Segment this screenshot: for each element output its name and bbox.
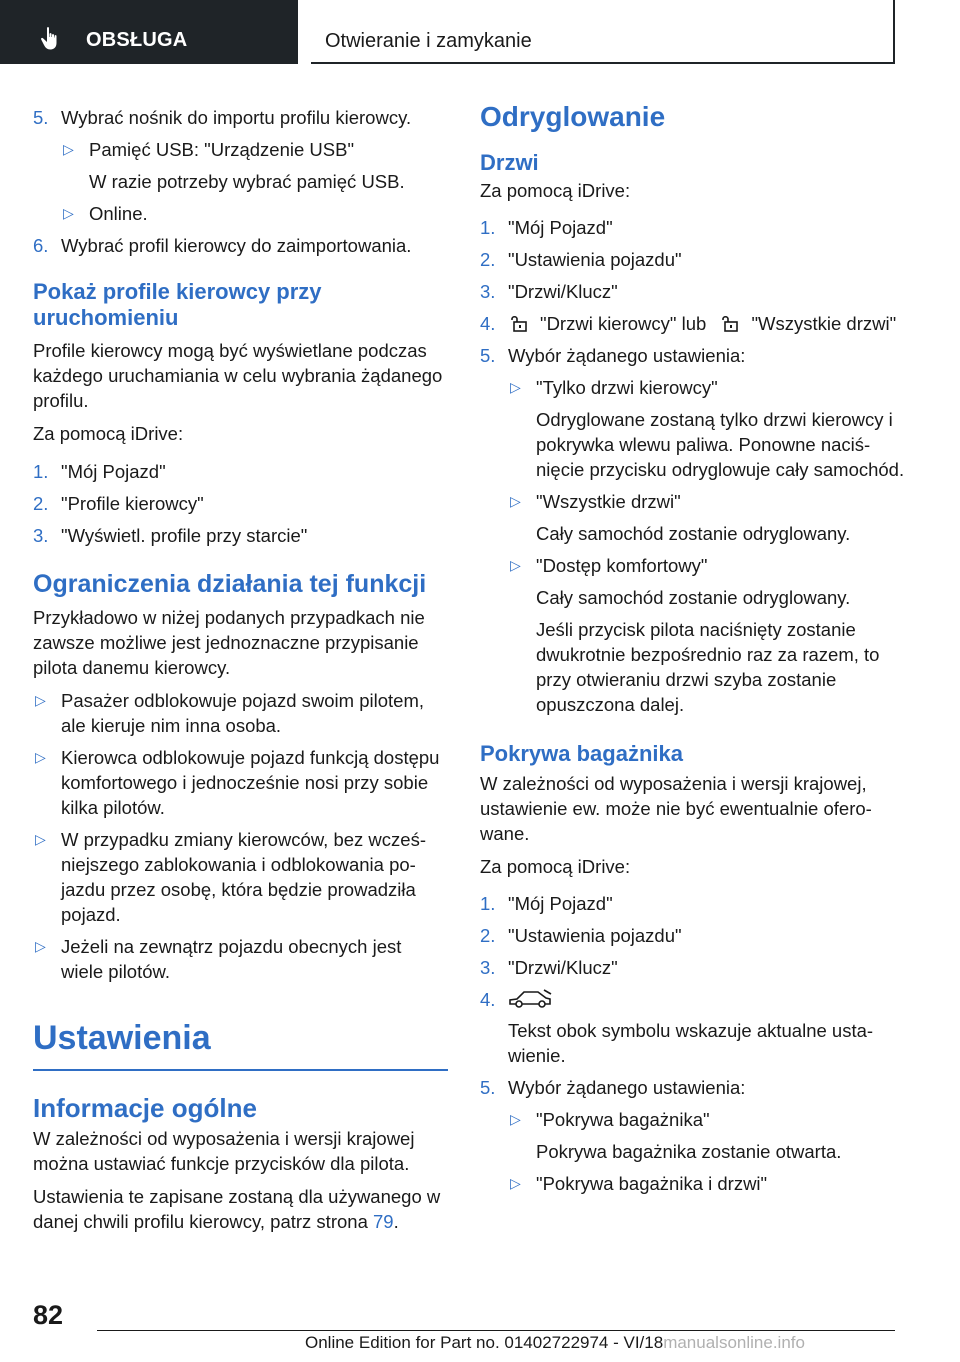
triangle-bullet-icon: ▷ [63, 205, 74, 221]
option-label: "Pokrywa bagażnika" [536, 1109, 710, 1131]
chapter-heading: Ustawienia [33, 1018, 211, 1057]
bullet-text: W przypadku zmiany kierowców, bez wcześniejszego zablokowania i odblokowania pojazdu przez osobę, która będzie prowadziła pojazd. [61, 828, 426, 925]
step-text: "Drzwi kierowcy" lub [540, 312, 707, 334]
paragraph-text: . [393, 1210, 399, 1232]
step-text: "Wszystkie drzwi" [751, 312, 897, 334]
list-item [480, 923, 910, 948]
unlock-icon [719, 314, 741, 332]
option-description: Cały samochód zostanie odryglowany. [536, 522, 851, 544]
bullet-text: Kierowca odblokowuje pojazd funkcją dostępu komfortowego i jednocześnie nosi przy sobie kilka pilotów. [61, 746, 440, 818]
step-number: 6. [33, 235, 49, 256]
bullet-text: Pasażer odblokowuje pojazd swoim pilotem, ale kieruje nim inna osoba. [61, 689, 424, 736]
list-item [33, 233, 448, 258]
triangle-bullet-icon: ▷ [35, 830, 46, 847]
pointing-hand-icon [40, 26, 62, 50]
triangle-bullet-icon: ▷ [510, 1111, 521, 1128]
triangle-bullet-icon: ▷ [35, 748, 46, 765]
bullet-text: Pamięć USB: "Urządzenie USB" [89, 139, 355, 160]
option-label: "Wszystkie drzwi" [536, 490, 681, 512]
list-item [508, 1107, 910, 1132]
unlock-icon [508, 314, 530, 332]
list-item [61, 137, 448, 162]
step-number: 3. [480, 957, 496, 979]
section-tab [0, 0, 298, 64]
list-item [33, 934, 448, 984]
bullet-note: W razie potrzeby wybrać pamięć USB. [89, 171, 405, 192]
paragraph [33, 1184, 448, 1234]
list-item [61, 201, 448, 226]
step-text: "Wyświetl. profile przy starcie" [61, 524, 308, 546]
list-item [480, 891, 910, 916]
paragraph: W zależności od wyposażenia i wersji krajowej, ustawienie ew. może nie być ewentualnie oferowane. [480, 773, 872, 845]
step-text: "Mój Pojazd" [508, 893, 613, 915]
step-text: "Profile kierowcy" [61, 492, 204, 514]
bullet-text: Online. [89, 203, 148, 224]
options-list [480, 375, 910, 717]
list-item [33, 688, 448, 738]
right-column [480, 100, 910, 1196]
bullet-text: Jeżeli na zewnątrz pojazdu obecnych jest wiele pilotów. [61, 935, 402, 982]
sublist [33, 137, 448, 226]
step-number: 4. [480, 312, 496, 334]
step-note: Tekst obok symbolu wskazuje aktualne ustawienie. [508, 1020, 874, 1067]
step-number: 3. [33, 524, 49, 546]
options-list [480, 1107, 910, 1196]
section-heading: Ograniczenia działania tej funkcji [33, 569, 427, 598]
list-item [480, 279, 910, 304]
paragraph: W zależności od wyposażenia i wersji krajowej można ustawiać funkcje przycisków dla pilota. [33, 1127, 415, 1174]
triangle-bullet-icon: ▷ [63, 141, 74, 157]
triangle-bullet-icon: ▷ [35, 937, 46, 954]
edition-text: Online Edition for Part no. 01402722974 - VI/18 [305, 1333, 664, 1352]
list-item [480, 215, 910, 240]
paragraph: Profile kierowcy mogą być wyświetlane podczas każdego uruchamiania w celu wybrania żądanego profilu. [33, 339, 443, 411]
step-text: Wybór żądanego ustawienia: [508, 344, 746, 366]
step-text: "Drzwi/Klucz" [508, 957, 618, 979]
step-number: 2. [480, 248, 496, 270]
step-text: Wybrać profil kierowcy do zaimportowania. [61, 235, 412, 256]
paragraph-text: Ustawienia te zapisane zostaną dla używanego w danej chwili profilu kierowcy, patrz strona [33, 1185, 441, 1232]
triangle-bullet-icon: ▷ [510, 378, 521, 395]
paragraph: Za pomocą iDrive: [33, 422, 184, 444]
step-text: Wybrać nośnik do importu profilu kierowcy. [61, 107, 412, 128]
step-text: "Mój Pojazd" [508, 216, 613, 238]
section-heading: Informacje ogólne [33, 1092, 257, 1123]
list-item [33, 459, 448, 484]
page-link[interactable]: 79 [373, 1210, 394, 1232]
list-item [508, 375, 910, 400]
list-item [480, 987, 910, 1068]
list-item [33, 827, 448, 927]
section-heading: Odryglowanie [480, 101, 666, 132]
chapter-title: Otwieranie i zamykanie [325, 30, 532, 52]
footer-edition [305, 1333, 805, 1353]
section-heading: Pokaż profile kierowcy przy uruchomieniu [33, 279, 322, 331]
chapter-tab [311, 0, 895, 64]
step-number: 1. [480, 216, 496, 238]
steps-list [480, 891, 910, 1100]
list-item [33, 523, 448, 548]
section-label: OBSŁUGA [86, 29, 188, 51]
option-description: Pokrywa bagażnika zostanie otwarta. [536, 1141, 842, 1163]
list-item [33, 745, 448, 820]
subsection-heading: Drzwi [480, 149, 539, 175]
step-number: 3. [480, 280, 496, 302]
step-text: "Drzwi/Klucz" [508, 280, 618, 302]
option-label: "Dostęp komfortowy" [536, 554, 708, 576]
step-number: 4. [480, 989, 496, 1011]
list-item [508, 489, 910, 514]
list-item [480, 311, 910, 336]
page-header [0, 0, 960, 66]
step-number: 2. [480, 925, 496, 947]
step-number: 1. [33, 460, 49, 482]
triangle-bullet-icon: ▷ [510, 1175, 521, 1192]
list-item [480, 955, 910, 980]
option-description: Odryglowane zostaną tylko drzwi kierowcy i pokrywka wlewu paliwa. Ponowne naciśnięcie przycisku odryglowuje cały samochód. [536, 408, 905, 480]
step-text: "Mój Pojazd" [61, 460, 166, 482]
step-number: 5. [480, 1077, 496, 1099]
heading-divider [33, 1069, 448, 1071]
paragraph: Przykładowo w niżej podanych przypadkach nie zawsze możliwe jest jednoznaczne przypisanie pilota danemu kierowcy. [33, 606, 425, 678]
step-text: "Ustawienia pojazdu" [508, 248, 682, 270]
page-number: 82 [33, 1300, 64, 1330]
triangle-bullet-icon: ▷ [510, 492, 521, 509]
option-label: "Pokrywa bagażnika i drzwi" [536, 1173, 768, 1195]
option-description: Jeśli przycisk pilota naciśnięty zostanie dwukrotnie bezpośrednio raz za razem, to przy otwieraniu drzwi szyba zostanie opuszczona dalej. [536, 618, 880, 715]
paragraph: Za pomocą iDrive: [480, 856, 631, 878]
car-trunk-icon [508, 988, 552, 1010]
option-description: Cały samochód zostanie odryglowany. [536, 586, 851, 608]
watermark-text: manualsonline.info [663, 1333, 805, 1352]
step-number: 5. [480, 344, 496, 366]
step-number: 1. [480, 893, 496, 915]
paragraph: Za pomocą iDrive: [480, 179, 631, 201]
left-column [33, 100, 448, 1234]
list-item [33, 105, 448, 130]
footer-divider [97, 1330, 895, 1331]
steps-list [33, 459, 448, 548]
list-item [508, 553, 910, 578]
subsection-heading: Pokrywa bagażnika [480, 740, 683, 766]
step-text: "Ustawienia pojazdu" [508, 925, 682, 947]
triangle-bullet-icon: ▷ [35, 691, 46, 708]
step-number: 2. [33, 492, 49, 514]
list-item [508, 1171, 910, 1196]
option-label: "Tylko drzwi kierowcy" [536, 376, 718, 398]
list-item [480, 247, 910, 272]
steps-list [480, 215, 910, 368]
triangle-bullet-icon: ▷ [510, 556, 521, 573]
step-text: Wybór żądanego ustawienia: [508, 1077, 746, 1099]
list-item [33, 491, 448, 516]
list-item [480, 343, 910, 368]
step-number: 5. [33, 107, 49, 128]
list-item [480, 1075, 910, 1100]
bullet-list [33, 688, 448, 984]
